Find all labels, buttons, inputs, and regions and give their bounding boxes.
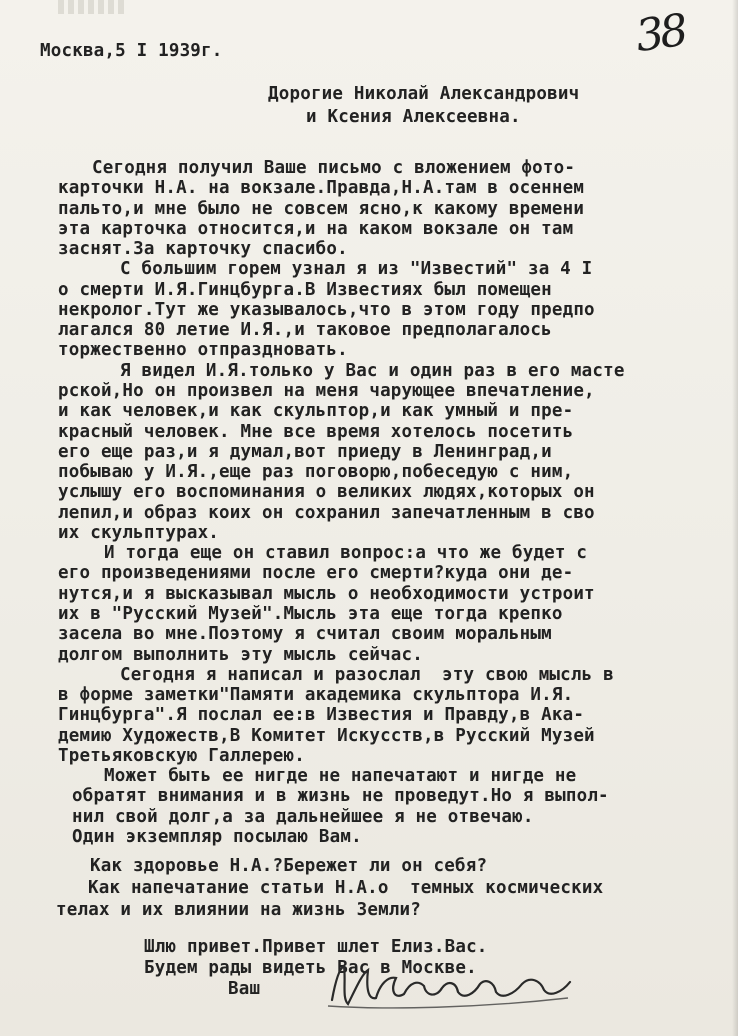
body-line: засела во мне.Поэтому я считал своим моральным xyxy=(58,624,552,644)
body-line: эта карточка относится,и на каком вокзале он там xyxy=(58,219,574,239)
body-line: долгом выполнить эту мысль сейчас. xyxy=(58,645,424,665)
body-line: заснят.За карточку спасибо. xyxy=(58,239,348,259)
question-line: Как напечатание статьи Н.А.о темных космических xyxy=(88,878,604,898)
body-line: Сегодня я написал и разослал эту свою мысль в xyxy=(120,665,614,685)
body-line: нутся,и я высказывал мысль о необходимости устроит xyxy=(58,584,595,604)
body-line: Один экземпляр посылаю Вам. xyxy=(72,827,362,847)
question-line: телах и их влиянии на жизнь Земли? xyxy=(56,900,422,920)
closing-line-1: Шлю привет.Привет шлет Елиз.Вас. xyxy=(144,937,488,957)
closing-line-3: Ваш xyxy=(228,979,261,999)
closing-line-2: Будем рады видеть Вас в Москве. xyxy=(144,958,477,978)
body-line: карточки Н.А. на вокзале.Правда,Н.А.там в осеннем xyxy=(58,178,585,198)
body-line: лагался 80 летие И.Я.,и таковое предполагалось xyxy=(58,320,552,340)
body-line: красный человек. Мне все время хотелось посетить xyxy=(58,422,574,442)
body-line: и как человек,и как скульптор,и как умный и пре- xyxy=(58,401,574,421)
body-line: И тогда еще он ставил вопрос:а что же будет с xyxy=(104,543,588,563)
body-line: в форме заметки"Памяти академика скульптора И.Я. xyxy=(58,685,574,705)
body-line: его еще раз,и я думал,вот приеду в Ленинград,и xyxy=(58,442,552,462)
question-line: Как здоровье Н.А.?Бережет ли он себя? xyxy=(90,856,488,876)
body-line: некролог.Тут же указывалось,что в этом году предпо xyxy=(58,300,595,320)
body-line: лепил,и образ коих он сохранил запечатленным в сво xyxy=(58,503,595,523)
salutation-line-2: и Ксения Алексеевна. xyxy=(306,107,521,127)
body-line: С большим горем узнал я из "Известий" за 4 I xyxy=(120,259,593,279)
body-line: рской,Но он произвел на меня чарующее впечатление, xyxy=(58,381,595,401)
body-line: Третьяковскую Галлерею. xyxy=(58,746,305,766)
body-line: побываю у И.Я.,еще раз поговорю,побеседую с ним, xyxy=(58,462,574,482)
letterhead-stamp-trace xyxy=(58,0,128,14)
body-line: нил свой долг,а за дальнейшее я не отвечаю. xyxy=(72,807,534,827)
body-line: их в "Русский Музей".Мысль эта еще тогда крепко xyxy=(58,604,563,624)
body-line: о смерти И.Я.Гинцбурга.В Известиях был помещен xyxy=(58,280,552,300)
body-line: услышу его воспоминания о великих людях,которых он xyxy=(58,482,595,502)
body-line: их скульптурах. xyxy=(58,523,220,543)
body-line: демию Художеств,В Комитет Искусств,в Русский Музей xyxy=(58,726,595,746)
body-line: обратят внимания и в жизнь не проведут.Но я выпол- xyxy=(72,786,609,806)
salutation-line-1: Дорогие Николай Александрович xyxy=(268,84,580,104)
body-line: Я видел И.Я.только у Вас и один раз в его масте xyxy=(120,361,625,381)
archive-number: 38 xyxy=(632,4,688,63)
handwritten-signature xyxy=(318,948,578,1018)
body-line: Гинцбурга".Я послал ее:в Известия и Правду,в Ака- xyxy=(58,705,585,725)
date-line: Москва,5 I 1939г. xyxy=(40,41,223,61)
body-line: пальто,и мне было не совсем ясно,к какому времени xyxy=(58,199,585,219)
body-line: его произведениями после его смерти?куда они де- xyxy=(58,563,574,583)
page-edge-shadow xyxy=(732,0,738,1036)
body-line: торжественно отпраздновать. xyxy=(58,340,348,360)
body-line: Может быть ее нигде не напечатают и нигде не xyxy=(104,766,577,786)
body-line: Сегодня получил Ваше письмо с вложением фото- xyxy=(92,158,576,178)
